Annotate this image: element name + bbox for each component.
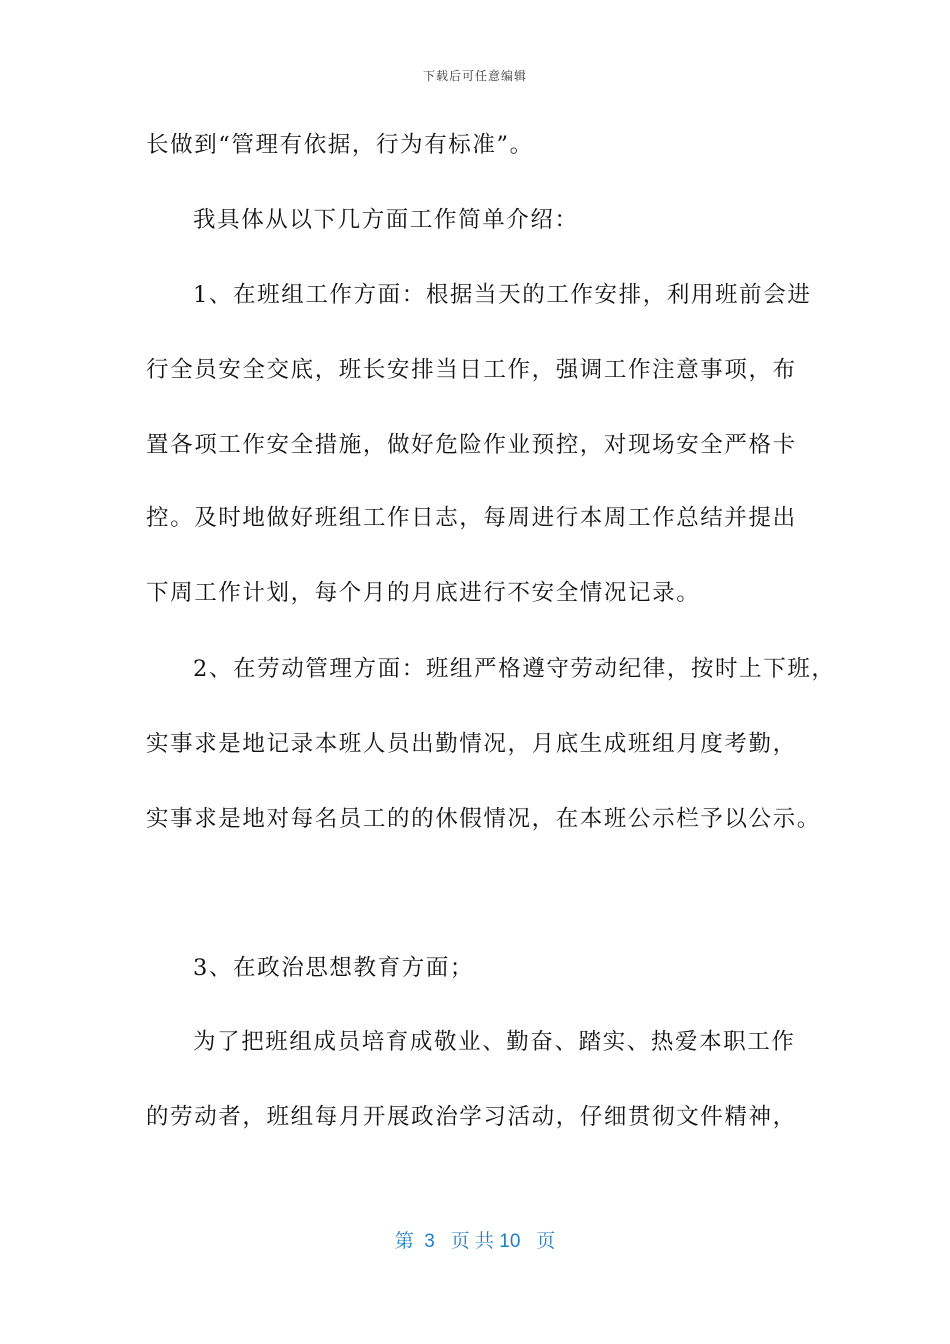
page-header: 下载后可任意编辑 [422, 69, 527, 83]
text-line-4: 行全员安全交底，班长安排当日工作，强调工作注意事项，布 [146, 357, 797, 383]
text-line-12: 为了把班组成员培育成敬业、勤奋、踏实、热爱本职工作 [193, 1029, 796, 1055]
page-number-footer: 第 3 页 共 10 页 [394, 1231, 556, 1252]
text-line-9: 实事求是地记录本班人员出勤情况，月底生成班组月度考勤， [146, 731, 797, 757]
text-line-11: 3、在政治思想教育方面； [193, 955, 475, 981]
text-line-5: 置各项工作安全措施，做好危险作业预控，对现场安全严格卡 [146, 432, 797, 458]
text-line-13: 的劳动者，班组每月开展政治学习活动，仔细贯彻文件精神， [146, 1104, 797, 1130]
text-line-8: 2、在劳动管理方面：班组严格遵守劳动纪律，按时上下班， [193, 656, 836, 682]
text-line-10: 实事求是地对每名员工的的休假情况，在本班公示栏予以公示。 [146, 806, 821, 832]
text-line-3: 1、在班组工作方面：根据当天的工作安排，利用班前会进 [193, 282, 812, 308]
text-line-2: 我具体从以下几方面工作简单介绍： [193, 207, 579, 233]
text-line-6: 控。及时地做好班组工作日志，每周进行本周工作总结并提出 [146, 505, 797, 531]
text-line-7: 下周工作计划，每个月的月底进行不安全情况记录。 [146, 580, 701, 606]
text-line-1: 长做到“管理有依据，行为有标准”。 [146, 132, 534, 158]
